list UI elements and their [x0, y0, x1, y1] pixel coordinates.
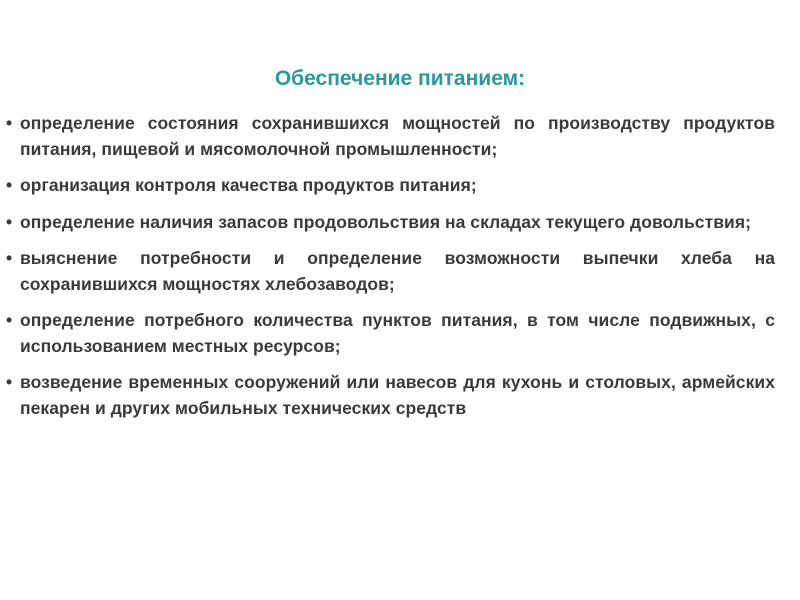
list-item [6, 111, 775, 162]
bullet-icon: • [6, 372, 13, 392]
bullet-list [6, 111, 775, 432]
list-item [6, 370, 775, 421]
list-item-text: определение потребного количества пунктов питания, в том числе подвижных, с использованием местных ресурсов; [20, 310, 775, 356]
list-item-text: определение наличия запасов продовольствия на складах текущего довольствия; [20, 211, 751, 232]
bullet-icon: • [6, 211, 13, 232]
bullet-icon: • [6, 310, 13, 330]
list-item-text: выяснение потребности и определение возможности выпечки хлеба на сохранившихся мощностях хлебозаводов; [20, 248, 775, 294]
list-item [6, 210, 775, 236]
list-item [6, 173, 775, 199]
page-title: Обеспечение питанием: [274, 67, 526, 90]
bullet-icon: • [6, 175, 13, 195]
bullet-icon: • [6, 248, 13, 268]
list-item [6, 308, 775, 359]
list-item-text: определение состояния сохранившихся мощностей по производству продуктов питания, пищевой и мясомолочной промышленности; [20, 113, 775, 159]
list-item [6, 246, 775, 297]
list-item-text: организация контроля качества продуктов питания; [20, 175, 477, 195]
bullet-icon: • [6, 113, 13, 133]
list-item-text: возведение временных сооружений или навесов для кухонь и столовых, армейских пекарен и других мобильных технических средств [20, 372, 775, 418]
